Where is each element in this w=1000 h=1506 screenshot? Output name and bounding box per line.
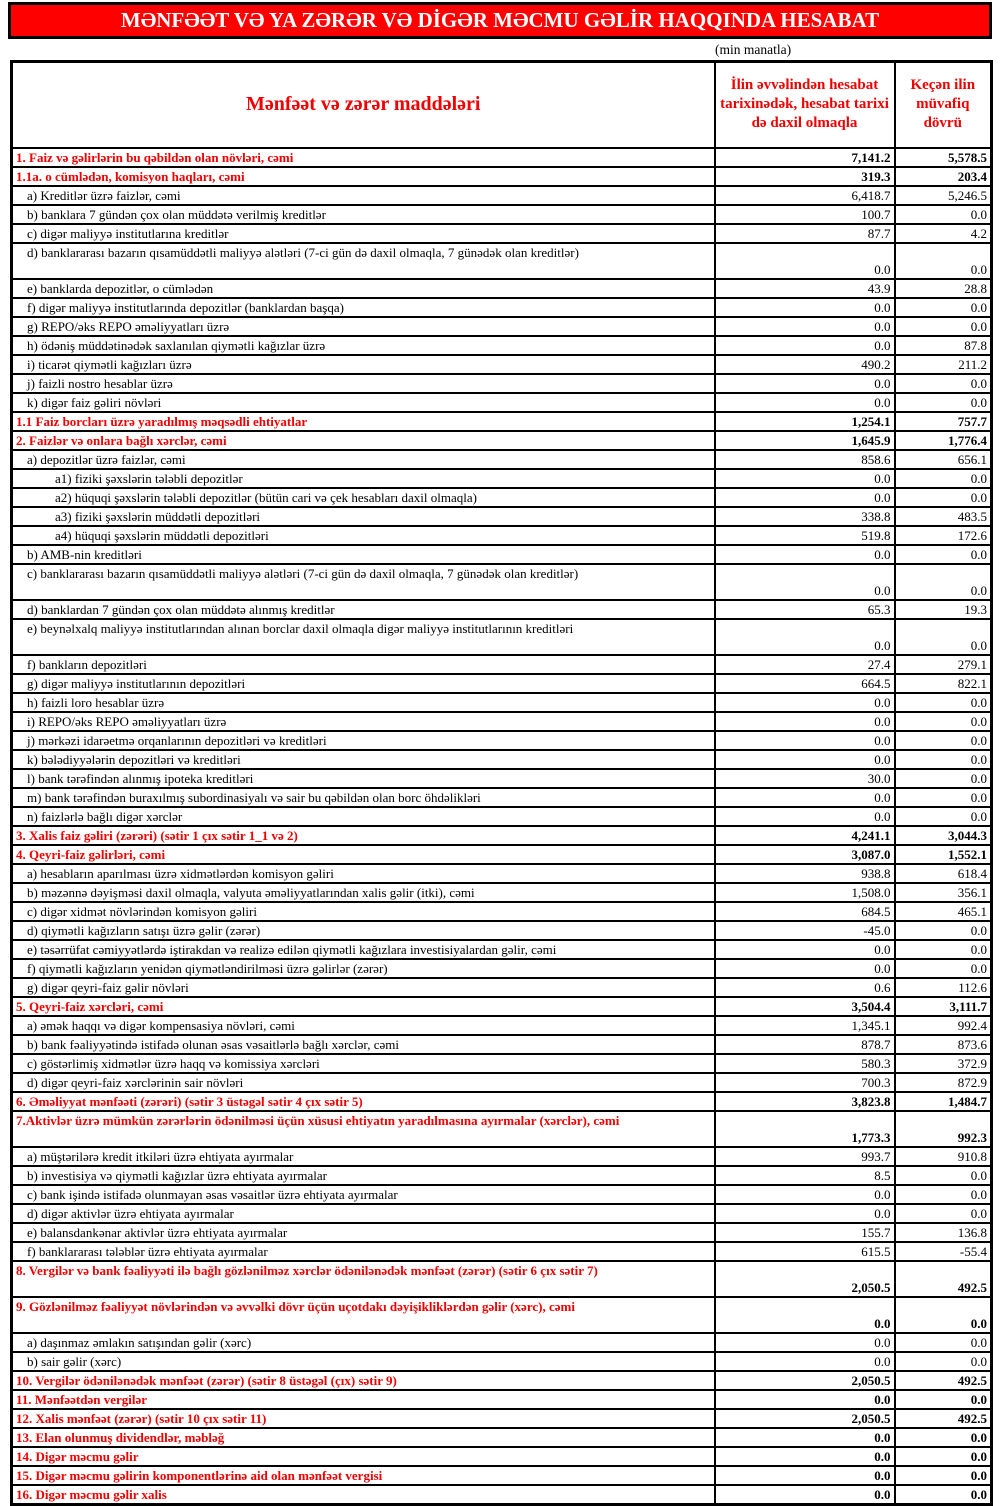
row-value-previous: 492.5 [895,1409,992,1428]
table-row [12,1035,992,1054]
row-value-current: 0.0 [715,488,895,507]
table-row [12,619,992,655]
table-row [12,1466,992,1485]
row-value-current: 519.8 [715,526,895,545]
row-label: n) faizlərlə bağlı digər xərclər [12,807,715,826]
table-row [12,545,992,564]
report-title-banner [8,2,992,39]
table-row [12,431,992,450]
table-row [12,1147,992,1166]
row-value-current: 0.0 [715,1390,895,1409]
row-value-previous: 279.1 [895,655,992,674]
table-row [12,712,992,731]
table-row [12,693,992,712]
row-label: j) faizli nostro hesablar üzrə [12,374,715,393]
table-row [12,1333,992,1352]
table-row [12,526,992,545]
row-value-current: 0.6 [715,978,895,997]
table-row [12,393,992,412]
table-header-row [12,62,992,148]
row-value-current: 0.0 [715,1466,895,1485]
row-value-previous: 211.2 [895,355,992,374]
row-value-current: 1,345.1 [715,1016,895,1035]
row-label: 6. Əməliyyat mənfəəti (zərəri) (sətir 3 üstəgəl sətir 4 çıx sətir 5) [12,1092,715,1111]
row-value-current: 664.5 [715,674,895,693]
row-label: a2) hüquqi şəxslərin tələbli depozitlər (bütün cari və çek hesabları daxil olmaqla) [12,488,715,507]
table-row [12,921,992,940]
row-label: f) qiymətli kağızların yenidən qiymətləndirilməsi üzrə gəlirlər (zərər) [12,959,715,978]
row-value-current: 878.7 [715,1035,895,1054]
row-label: a1) fiziki şəxslərin tələbli depozitlər [12,469,715,488]
table-row [12,769,992,788]
row-value-current: 0.0 [715,564,895,600]
row-value-previous: 0.0 [895,374,992,393]
table-row [12,1016,992,1035]
row-label: b) bank fəaliyyətində istifadə olunan əsas vəsaitlərlə bağlı xərclər, cəmi [12,1035,715,1054]
row-value-previous: 5,578.5 [895,148,992,167]
row-value-previous: 910.8 [895,1147,992,1166]
row-value-previous: 0.0 [895,807,992,826]
row-value-current: 7,141.2 [715,148,895,167]
row-label: b) AMB-nin kreditləri [12,545,715,564]
table-row [12,564,992,600]
row-value-previous: 5,246.5 [895,186,992,205]
row-value-current: 0.0 [715,469,895,488]
table-row [12,1204,992,1223]
row-label: g) digər qeyri-faiz gəlir növləri [12,978,715,997]
row-value-previous: 203.4 [895,167,992,186]
row-value-previous: 0.0 [895,564,992,600]
row-value-previous: 0.0 [895,469,992,488]
row-label: d) qiymətli kağızların satışı üzrə gəlir (zərər) [12,921,715,940]
table-row [12,1054,992,1073]
row-label: b) banklara 7 gündən çox olan müddətə verilmiş kreditlər [12,205,715,224]
row-value-current: 0.0 [715,393,895,412]
row-value-previous: 0.0 [895,545,992,564]
table-row [12,1261,992,1297]
row-label: 7.Aktivlər üzrə mümkün zərərlərin ödənilməsi üçün xüsusi ehtiyatın yaradılmasına ayırmalar (xərclər), cəmi [12,1111,715,1147]
row-value-previous: 0.0 [895,712,992,731]
row-label: 4. Qeyri-faiz gəlirləri, cəmi [12,845,715,864]
report-title: MƏNFƏƏT VƏ YA ZƏRƏR VƏ DİGƏR MƏCMU GƏLİR HAQQINDA HESABAT [120,8,880,32]
table-row [12,186,992,205]
row-value-previous: 0.0 [895,940,992,959]
row-value-previous: 0.0 [895,205,992,224]
row-value-previous: 872.9 [895,1073,992,1092]
row-value-current: 0.0 [715,750,895,769]
table-row [12,507,992,526]
row-label: 5. Qeyri-faiz xərcləri, cəmi [12,997,715,1016]
row-value-current: 3,087.0 [715,845,895,864]
row-label: k) bələdiyyələrin depozitləri və kreditləri [12,750,715,769]
table-row [12,1111,992,1147]
row-value-current: 2,050.5 [715,1371,895,1390]
table-row [12,655,992,674]
row-label: 8. Vergilər və bank fəaliyyəti ilə bağlı gözlənilməz xərclər ödənilənədək mənfəət (zərər) (sətir 6 çıx sətir 7) [12,1261,715,1297]
row-value-current: 3,823.8 [715,1092,895,1111]
row-label: f) digər maliyyə institutlarında depozitlər (banklardan başqa) [12,298,715,317]
row-value-current: 1,773.3 [715,1111,895,1147]
table-row [12,1223,992,1242]
row-label: b) məzənnə dəyişməsi daxil olmaqla, valyuta əməliyyatlarından xalis gəlir (itki), cəmi [12,883,715,902]
table-row [12,1485,992,1505]
row-label: 16. Digər məcmu gəlir xalis [12,1485,715,1505]
row-label: f) bankların depozitləri [12,655,715,674]
row-label: 13. Elan olunmuş dividendlər, məbləğ [12,1428,715,1447]
row-label: a) hesabların aparılması üzrə xidmətlərdən komisyon gəliri [12,864,715,883]
row-value-previous: 0.0 [895,1166,992,1185]
row-value-current: 0.0 [715,298,895,317]
row-value-current: 0.0 [715,1428,895,1447]
column-header-items: Mənfəət və zərər maddələri [12,62,715,148]
row-label: d) digər qeyri-faiz xərclərinin sair növləri [12,1073,715,1092]
row-value-current: 0.0 [715,619,895,655]
row-label: a) Kreditlər üzrə faizlər, cəmi [12,186,715,205]
row-label: c) bank işində istifadə olunmayan əsas vəsaitlər üzrə ehtiyata ayırmalar [12,1185,715,1204]
row-label: 15. Digər məcmu gəlirin komponentlərinə aid olan mənfəət vergisi [12,1466,715,1485]
row-value-previous: 4.2 [895,224,992,243]
row-label: 11. Mənfəətdən vergilər [12,1390,715,1409]
row-value-current: -45.0 [715,921,895,940]
row-value-previous: 0.0 [895,1352,992,1371]
row-value-current: 0.0 [715,243,895,279]
row-value-previous: 0.0 [895,298,992,317]
row-label: 1.1a. o cümlədən, komisyon haqları, cəmi [12,167,715,186]
row-label: 9. Gözlənilməz fəaliyyət növlərindən və əvvəlki dövr üçün uçotdakı dəyişikliklərdən gəlir (xərc), cəmi [12,1297,715,1333]
row-value-previous: 992.4 [895,1016,992,1035]
row-value-previous: 822.1 [895,674,992,693]
row-value-current: 2,050.5 [715,1409,895,1428]
table-row [12,469,992,488]
row-value-previous: 172.6 [895,526,992,545]
row-label: c) göstərlimiş xidmətlər üzrə haqq və komissiya xərcləri [12,1054,715,1073]
row-value-current: 0.0 [715,1185,895,1204]
row-value-previous: 372.9 [895,1054,992,1073]
row-value-current: 155.7 [715,1223,895,1242]
row-value-previous: 618.4 [895,864,992,883]
row-value-current: 8.5 [715,1166,895,1185]
row-value-previous: 112.6 [895,978,992,997]
row-value-current: 0.0 [715,336,895,355]
table-row [12,750,992,769]
table-row [12,205,992,224]
row-label: d) digər aktivlər üzrə ehtiyata ayırmalar [12,1204,715,1223]
row-value-current: 700.3 [715,1073,895,1092]
table-row [12,1371,992,1390]
table-row [12,374,992,393]
row-value-current: 0.0 [715,1352,895,1371]
row-value-current: 30.0 [715,769,895,788]
table-row [12,1390,992,1409]
row-value-current: 0.0 [715,317,895,336]
row-value-current: 684.5 [715,902,895,921]
table-row [12,807,992,826]
table-row [12,317,992,336]
row-value-previous: 0.0 [895,788,992,807]
row-label: f) banklararası tələblər üzrə ehtiyata ayırmalar [12,1242,715,1261]
row-value-previous: 3,111.7 [895,997,992,1016]
table-row [12,355,992,374]
row-label: 2. Faizlər və onlara bağlı xərclər, cəmi [12,431,715,450]
table-body [12,148,992,1505]
row-value-previous: -55.4 [895,1242,992,1261]
row-value-previous: 0.0 [895,1390,992,1409]
table-row [12,336,992,355]
row-value-previous: 1,484.7 [895,1092,992,1111]
row-value-previous: 0.0 [895,1185,992,1204]
row-value-current: 6,418.7 [715,186,895,205]
row-label: a) daşınmaz əmlakın satışından gəlir (xərc) [12,1333,715,1352]
row-value-current: 580.3 [715,1054,895,1073]
row-value-current: 65.3 [715,600,895,619]
row-value-current: 100.7 [715,205,895,224]
table-row [12,167,992,186]
table-row [12,883,992,902]
column-header-previous-period: Keçən ilin müvafiq dövrü [895,62,992,148]
row-value-current: 1,645.9 [715,431,895,450]
column-header-current-period: İlin əvvəlindən hesabat tarixinədək, hesabat tarixi də daxil olmaqla [715,62,895,148]
row-label: g) digər maliyyə institutlarının depozitləri [12,674,715,693]
row-value-current: 0.0 [715,693,895,712]
row-label: b) sair gəlir (xərc) [12,1352,715,1371]
row-value-current: 43.9 [715,279,895,298]
row-label: h) ödəniş müddətinədək saxlanılan qiymətli kağızlar üzrə [12,336,715,355]
row-value-current: 1,508.0 [715,883,895,902]
row-label: 1.1 Faiz borcları üzrə yaradılmış məqsədli ehtiyatlar [12,412,715,431]
table-row [12,224,992,243]
table-row [12,1073,992,1092]
row-value-current: 0.0 [715,1447,895,1466]
table-row [12,674,992,693]
table-row [12,600,992,619]
table-row [12,1409,992,1428]
row-value-previous: 0.0 [895,959,992,978]
table-row [12,1242,992,1261]
row-label: a3) fiziki şəxslərin müddətli depozitləri [12,507,715,526]
row-value-current: 0.0 [715,374,895,393]
table-row [12,826,992,845]
table-row [12,997,992,1016]
row-value-current: 858.6 [715,450,895,469]
row-value-previous: 1,776.4 [895,431,992,450]
table-row [12,1185,992,1204]
row-value-current: 4,241.1 [715,826,895,845]
table-row [12,243,992,279]
table-row [12,148,992,167]
row-label: e) beynəlxalq maliyyə institutlarından alınan borclar daxil olmaqla digər maliyyə institutlarının kreditləri [12,619,715,655]
table-row [12,412,992,431]
row-label: 14. Digər məcmu gəlir [12,1447,715,1466]
row-value-previous: 0.0 [895,1485,992,1505]
row-value-previous: 0.0 [895,769,992,788]
row-label: d) banklardan 7 gündən çox olan müddətə alınmış kreditlər [12,600,715,619]
row-value-previous: 0.0 [895,731,992,750]
row-value-current: 0.0 [715,1297,895,1333]
table-row [12,279,992,298]
row-value-previous: 0.0 [895,243,992,279]
row-label: b) investisiya və qiymətli kağızlar üzrə ehtiyata ayırmalar [12,1166,715,1185]
row-label: 1. Faiz və gəlirlərin bu qəbildən olan növləri, cəmi [12,148,715,167]
row-value-previous: 757.7 [895,412,992,431]
row-value-current: 0.0 [715,959,895,978]
table-row [12,488,992,507]
table-row [12,959,992,978]
row-value-current: 1,254.1 [715,412,895,431]
row-value-current: 0.0 [715,788,895,807]
row-value-previous: 19.3 [895,600,992,619]
row-value-current: 27.4 [715,655,895,674]
table-row [12,1428,992,1447]
table-row [12,902,992,921]
row-value-previous: 992.3 [895,1111,992,1147]
row-value-previous: 0.0 [895,1297,992,1333]
table-row [12,940,992,959]
table-row [12,864,992,883]
table-row [12,788,992,807]
row-value-previous: 1,552.1 [895,845,992,864]
row-value-current: 0.0 [715,545,895,564]
row-label: c) digər maliyyə institutlarına kreditlər [12,224,715,243]
row-label: e) balansdankənar aktivlər üzrə ehtiyata ayırmalar [12,1223,715,1242]
row-value-current: 0.0 [715,712,895,731]
table-row [12,1166,992,1185]
row-value-current: 938.8 [715,864,895,883]
row-value-current: 0.0 [715,807,895,826]
row-value-previous: 656.1 [895,450,992,469]
row-label: m) bank tərəfindən buraxılmış subordinasiyalı və sair bu qəbildən olan borc öhdəlikləri [12,788,715,807]
row-value-current: 993.7 [715,1147,895,1166]
row-label: l) bank tərəfindən alınmış ipoteka kreditləri [12,769,715,788]
row-value-previous: 0.0 [895,393,992,412]
profit-loss-table [10,60,993,1506]
row-label: j) mərkəzi idarəetmə orqanlarının depozitləri və kreditləri [12,731,715,750]
table-row [12,978,992,997]
row-value-current: 338.8 [715,507,895,526]
row-label: i) ticarət qiymətli kağızları üzrə [12,355,715,374]
row-value-previous: 0.0 [895,1333,992,1352]
row-label: 3. Xalis faiz gəliri (zərəri) (sətir 1 çıx sətir 1_1 və 2) [12,826,715,845]
row-value-current: 0.0 [715,1204,895,1223]
row-label: c) digər xidmət növlərindən komisyon gəliri [12,902,715,921]
row-value-previous: 136.8 [895,1223,992,1242]
row-label: 12. Xalis mənfəət (zərər) (sətir 10 çıx sətir 11) [12,1409,715,1428]
row-label: 10. Vergilər ödənilənədək mənfəət (zərər) (sətir 8 üstəgəl (çıx) sətir 9) [12,1371,715,1390]
row-value-previous: 0.0 [895,1447,992,1466]
row-value-current: 2,050.5 [715,1261,895,1297]
row-value-previous: 0.0 [895,317,992,336]
unit-note: (min manatla) [715,42,792,57]
table-row [12,1447,992,1466]
row-value-previous: 356.1 [895,883,992,902]
row-value-previous: 492.5 [895,1261,992,1297]
row-label: g) REPO/əks REPO əməliyyatları üzrə [12,317,715,336]
row-label: c) banklararası bazarın qısamüddətli maliyyə alətləri (7-ci gün də daxil olmaqla, 7 günədək olan kreditlər) [12,564,715,600]
row-value-previous: 28.8 [895,279,992,298]
row-value-previous: 0.0 [895,619,992,655]
row-label: k) digər faiz gəliri növləri [12,393,715,412]
row-value-previous: 0.0 [895,750,992,769]
table-row [12,731,992,750]
row-value-previous: 483.5 [895,507,992,526]
row-value-previous: 0.0 [895,488,992,507]
table-row [12,298,992,317]
row-value-previous: 0.0 [895,1204,992,1223]
table-row [12,1092,992,1111]
row-value-current: 87.7 [715,224,895,243]
row-value-previous: 465.1 [895,902,992,921]
row-label: a) əmək haqqı və digər kompensasiya növləri, cəmi [12,1016,715,1035]
row-label: a4) hüquqi şəxslərin müddətli depozitləri [12,526,715,545]
table-row [12,1352,992,1371]
row-value-current: 615.5 [715,1242,895,1261]
row-value-current: 490.2 [715,355,895,374]
row-value-previous: 0.0 [895,693,992,712]
row-label: h) faizli loro hesablar üzrə [12,693,715,712]
row-value-previous: 873.6 [895,1035,992,1054]
row-value-previous: 0.0 [895,1466,992,1485]
row-value-current: 3,504.4 [715,997,895,1016]
row-label: a) müştərilərə kredit itkiləri üzrə ehtiyata ayırmalar [12,1147,715,1166]
table-row [12,450,992,469]
row-value-previous: 0.0 [895,1428,992,1447]
row-value-current: 0.0 [715,1333,895,1352]
row-value-previous: 3,044.3 [895,826,992,845]
row-label: d) banklararası bazarın qısamüddətli maliyyə alətləri (7-ci gün də daxil olmaqla, 7 günədək olan kreditlər) [12,243,715,279]
row-value-previous: 87.8 [895,336,992,355]
row-value-previous: 492.5 [895,1371,992,1390]
row-label: i) REPO/əks REPO əməliyyatları üzrə [12,712,715,731]
row-value-current: 0.0 [715,940,895,959]
row-value-current: 0.0 [715,731,895,750]
table-row [12,1297,992,1333]
row-value-current: 0.0 [715,1485,895,1505]
table-row [12,845,992,864]
row-label: a) depozitlər üzrə faizlər, cəmi [12,450,715,469]
row-value-current: 319.3 [715,167,895,186]
row-label: e) banklarda depozitlər, o cümlədən [12,279,715,298]
row-value-previous: 0.0 [895,921,992,940]
row-label: e) təsərrüfat cəmiyyətlərdə iştirakdan və realizə edilən qiymətli kağızlara investisiyalardan gəlir, cəmi [12,940,715,959]
